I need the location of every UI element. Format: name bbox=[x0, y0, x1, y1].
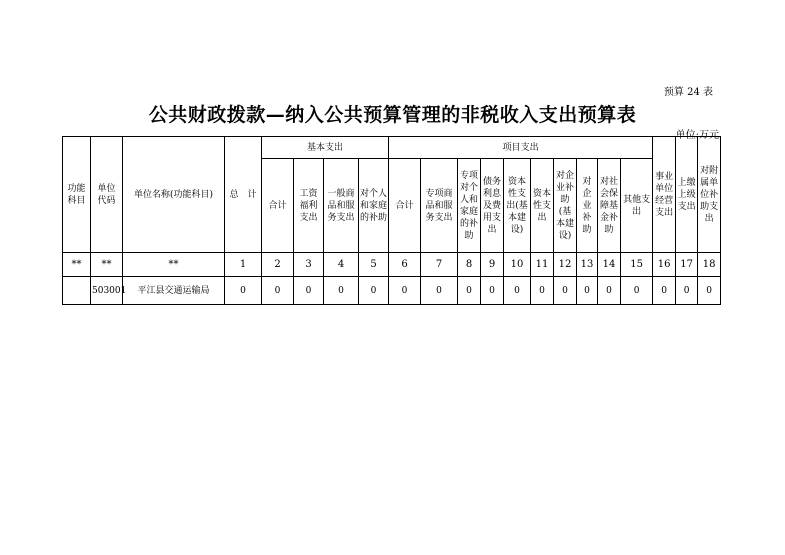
index-cell: 2 bbox=[262, 253, 294, 277]
index-cell: 9 bbox=[481, 253, 504, 277]
index-cell: 13 bbox=[577, 253, 598, 277]
value-cell: 0 bbox=[653, 277, 676, 305]
header-business-ops: 事业 单位 经营 支出 bbox=[653, 137, 676, 253]
header-unit-name: 单位名称(功能科目) bbox=[123, 137, 225, 253]
header-basic-group: 基本支出 bbox=[262, 137, 389, 159]
header-social-security: 对社 会保 障基 金补 助 bbox=[598, 159, 621, 253]
header-unit-code: 单位 代码 bbox=[91, 137, 123, 253]
header-debt-interest: 债务 利息 及费 用支 出 bbox=[481, 159, 504, 253]
value-cell: 0 bbox=[577, 277, 598, 305]
index-cell: 10 bbox=[504, 253, 531, 277]
index-cell: 3 bbox=[294, 253, 324, 277]
header-basic-total: 合计 bbox=[262, 159, 294, 253]
header-goods-services: 一般商 品和服 务支出 bbox=[324, 159, 359, 253]
header-project-total: 合计 bbox=[389, 159, 421, 253]
index-cell: 6 bbox=[389, 253, 421, 277]
header-enterprise-construction: 对企 业补 助 (基 本建 设) bbox=[554, 159, 577, 253]
value-cell: 0 bbox=[294, 277, 324, 305]
index-cell: 11 bbox=[531, 253, 554, 277]
header-special-personal: 专项 对个 人和 家庭 的补 助 bbox=[458, 159, 481, 253]
header-capital-construction: 资本 性支 出(基 本建 设) bbox=[504, 159, 531, 253]
func-subject-cell bbox=[63, 277, 91, 305]
header-enterprise: 对 企 业 补 助 bbox=[577, 159, 598, 253]
header-personal-family: 对个人 和家庭 的补助 bbox=[359, 159, 389, 253]
value-cell: 0 bbox=[324, 277, 359, 305]
header-affiliated: 对附 属单 位补 助支 出 bbox=[698, 137, 721, 253]
header-project-goods: 专项商 品和服 务支出 bbox=[421, 159, 458, 253]
table-row bbox=[63, 277, 721, 305]
value-cell: 0 bbox=[598, 277, 621, 305]
value-cell: 0 bbox=[698, 277, 721, 305]
index-cell: 18 bbox=[698, 253, 721, 277]
index-cell: 1 bbox=[225, 253, 262, 277]
header-higher-level: 上缴 上级 支出 bbox=[676, 137, 698, 253]
form-number: 预算 24 表 bbox=[663, 87, 713, 98]
index-cell: 12 bbox=[554, 253, 577, 277]
value-cell: 0 bbox=[458, 277, 481, 305]
index-cell: 8 bbox=[458, 253, 481, 277]
budget-table bbox=[62, 136, 721, 305]
header-capital: 资本 性支 出 bbox=[531, 159, 554, 253]
value-cell: 0 bbox=[359, 277, 389, 305]
unit-name-cell: 平江县交通运输局 bbox=[123, 277, 225, 305]
page-title: 公共财政拨款—纳入公共预算管理的非税收入支出预算表 bbox=[148, 104, 637, 126]
unit-code-cell: 503001 bbox=[91, 277, 123, 305]
value-cell: 0 bbox=[225, 277, 262, 305]
index-cell: 14 bbox=[598, 253, 621, 277]
value-cell: 0 bbox=[621, 277, 653, 305]
index-cell: ** bbox=[123, 253, 225, 277]
value-cell: 0 bbox=[421, 277, 458, 305]
index-cell: 4 bbox=[324, 253, 359, 277]
index-cell: ** bbox=[91, 253, 123, 277]
value-cell: 0 bbox=[504, 277, 531, 305]
index-row bbox=[63, 253, 721, 277]
value-cell: 0 bbox=[262, 277, 294, 305]
index-cell: ** bbox=[63, 253, 91, 277]
value-cell: 0 bbox=[676, 277, 698, 305]
value-cell: 0 bbox=[531, 277, 554, 305]
value-cell: 0 bbox=[389, 277, 421, 305]
value-cell: 0 bbox=[554, 277, 577, 305]
header-func-subject: 功能 科目 bbox=[63, 137, 91, 253]
index-cell: 5 bbox=[359, 253, 389, 277]
index-cell: 15 bbox=[621, 253, 653, 277]
header-project-group: 项目支出 bbox=[389, 137, 653, 159]
index-cell: 7 bbox=[421, 253, 458, 277]
header-other: 其他支 出 bbox=[621, 159, 653, 253]
header-total: 总 计 bbox=[225, 137, 262, 253]
value-cell: 0 bbox=[481, 277, 504, 305]
header-wages: 工资 福利 支出 bbox=[294, 159, 324, 253]
index-cell: 17 bbox=[676, 253, 698, 277]
index-cell: 16 bbox=[653, 253, 676, 277]
unit-label: 单位:万元 bbox=[675, 130, 719, 141]
